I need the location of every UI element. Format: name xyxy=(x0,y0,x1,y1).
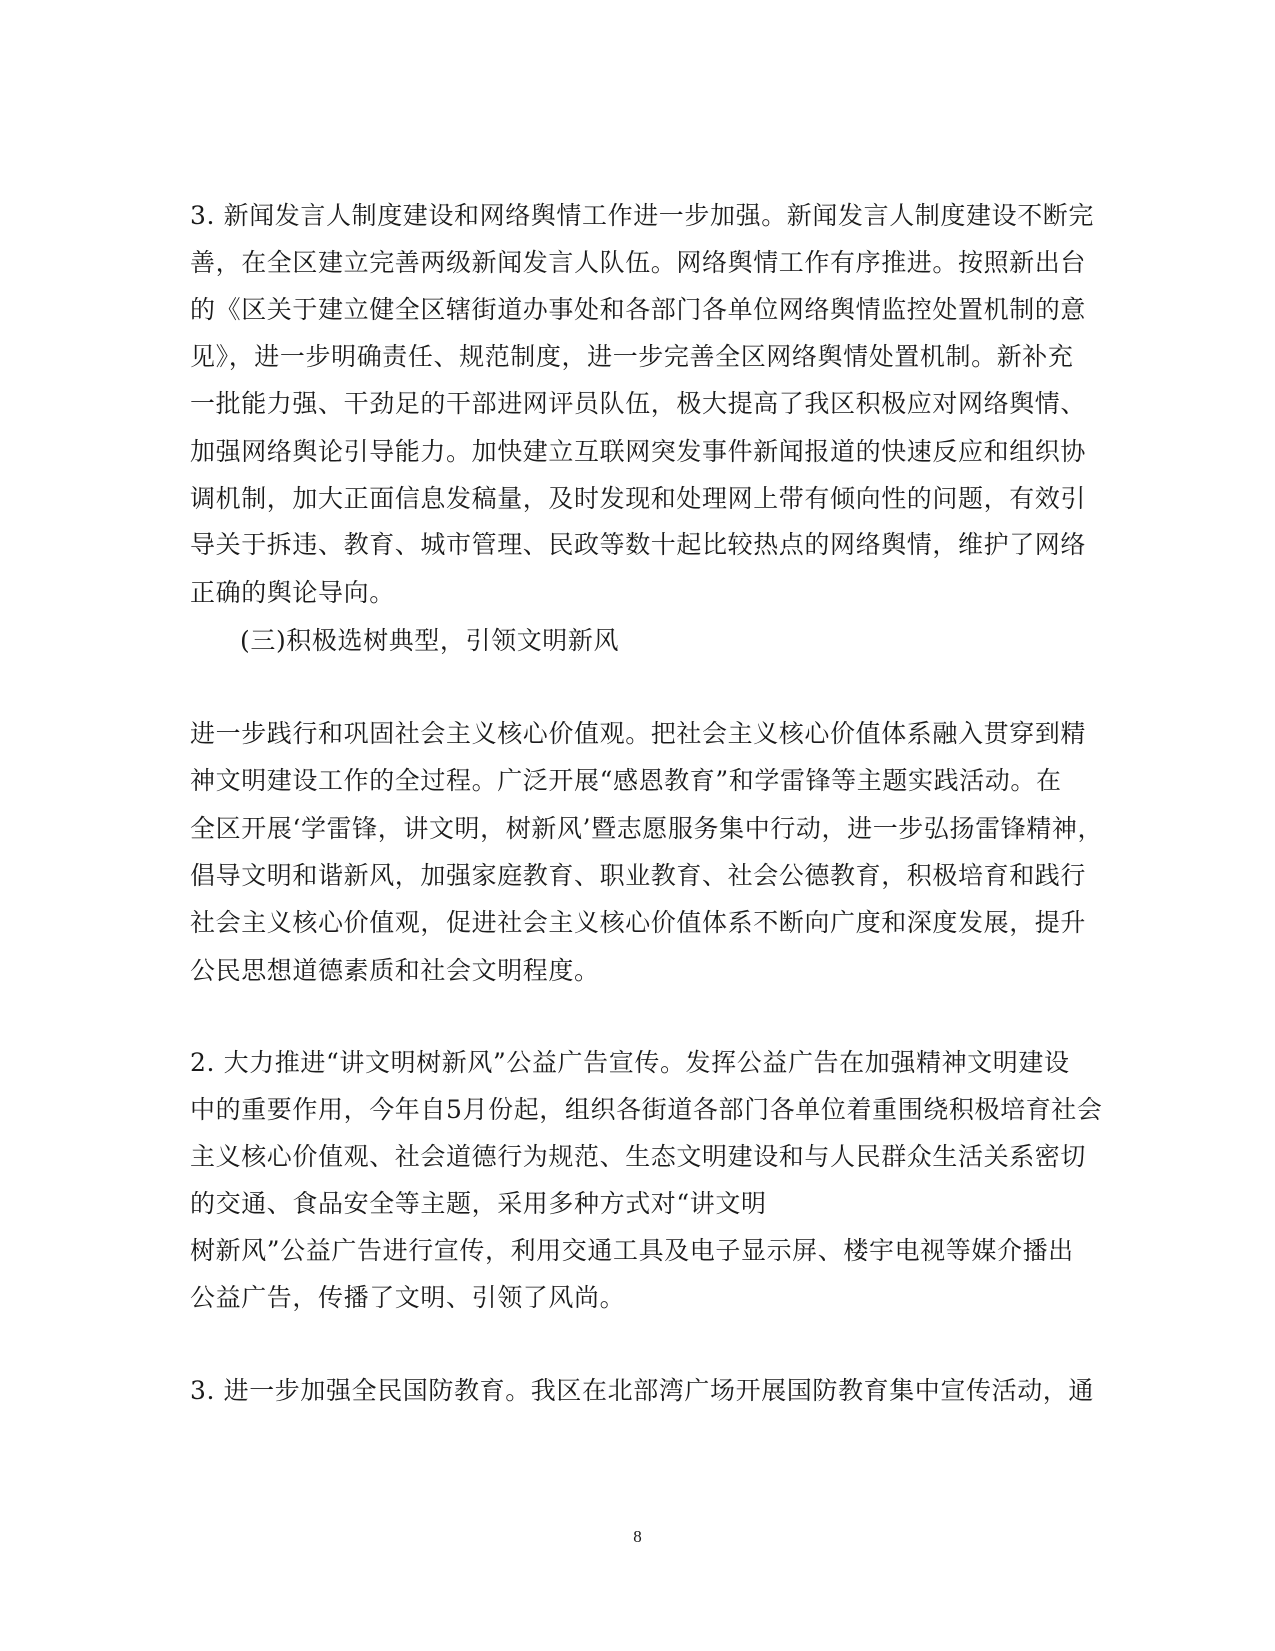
text-line: 倡导文明和谐新风，加强家庭教育、职业教育、社会公德教育，积极培育和践行 xyxy=(190,861,1087,890)
text-line: 3. 新闻发言人制度建设和网络舆情工作进一步加强。新闻发言人制度建设不断完 xyxy=(190,201,1095,230)
text-line: 见》，进一步明确责任、规范制度，进一步完善全区网络舆情处置机制。新补充 xyxy=(190,342,1074,371)
text-line: 社会主义核心价值观，促进社会主义核心价值体系不断向广度和深度发展，提升 xyxy=(190,908,1087,937)
text-line: 调机制，加大正面信息发稿量，及时发现和处理网上带有倾向性的问题，有效引 xyxy=(190,484,1087,513)
text-line: 主义核心价值观、社会道德行为规范、生态文明建设和与人民群众生活关系密切 xyxy=(190,1142,1087,1171)
text-line: 加强网络舆论引导能力。加快建立互联网突发事件新闻报道的快速反应和组织协 xyxy=(190,437,1087,466)
page-number: 8 xyxy=(633,1527,642,1546)
text-line: 善，在全区建立完善两级新闻发言人队伍。网络舆情工作有序推进。按照新出台 xyxy=(190,248,1087,277)
text-line: 公益广告，传播了文明、引领了风尚。 xyxy=(190,1283,626,1312)
text-line: 2. 大力推进“讲文明树新风”公益广告宣传。发挥公益广告在加强精神文明建设 xyxy=(190,1048,1070,1077)
text-line: 正确的舆论导向。 xyxy=(190,578,395,607)
text-line: 全区开展‘学雷锋，讲文明，树新风’暨志愿服务集中行动，进一步弘扬雷锋精神， xyxy=(190,814,1104,843)
text-line: 公民思想道德素质和社会文明程度。 xyxy=(190,956,600,985)
text-line: 的交通、食品安全等主题，采用多种方式对“讲文明 xyxy=(190,1189,767,1218)
text-line: 导关于拆违、教育、城市管理、民政等数十起比较热点的网络舆情，维护了网络 xyxy=(190,530,1087,559)
text-line: 的《区关于建立健全区辖街道办事处和各部门各单位网络舆情监控处置机制的意 xyxy=(190,295,1087,324)
text-line: 3. 进一步加强全民国防教育。我区在北部湾广场开展国防教育集中宣传活动，通 xyxy=(190,1376,1095,1405)
text-line: 一批能力强、干劲足的干部进网评员队伍，极大提高了我区积极应对网络舆情、 xyxy=(190,389,1087,418)
section-heading: (三)积极选树典型，引领文明新风 xyxy=(240,626,620,655)
text-line: 树新风”公益广告进行宣传，利用交通工具及电子显示屏、楼宇电视等媒介播出 xyxy=(190,1236,1074,1265)
text-line: 进一步践行和巩固社会主义核心价值观。把社会主义核心价值体系融入贯穿到精 xyxy=(190,719,1087,748)
text-line: 中的重要作用，今年自5月份起，组织各街道各部门各单位着重围绕积极培育社会 xyxy=(190,1095,1103,1124)
text-line: 神文明建设工作的全过程。广泛开展“感恩教育”和学雷锋等主题实践活动。在 xyxy=(190,766,1062,795)
